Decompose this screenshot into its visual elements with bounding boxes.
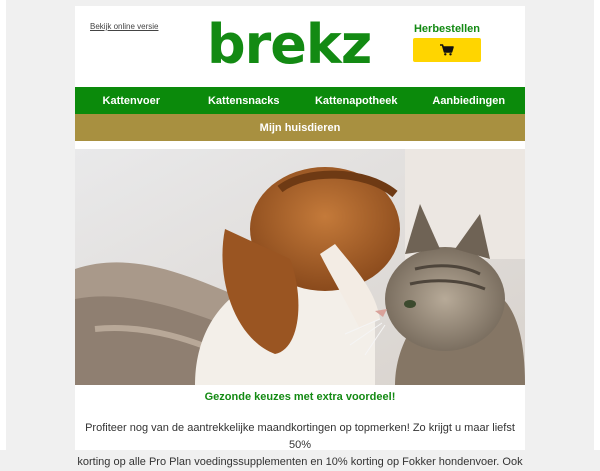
right-margin [594, 0, 600, 450]
nav-item-kattenapotheek[interactable]: Kattenapotheek [314, 94, 398, 107]
main-nav [75, 87, 525, 114]
reorder-cart-button[interactable] [413, 38, 481, 62]
brekz-logo[interactable] [195, 12, 395, 78]
promo-headline: Gezonde keuzes met extra voordeel! [204, 391, 396, 403]
reorder-label[interactable]: Herbestellen [413, 23, 481, 35]
promo-body-line-1: Profiteer nog van de aantrekkelijke maandkortingen op topmerken! Zo krijgt u maar liefst 50% [85, 422, 515, 451]
email-body [75, 6, 525, 468]
nav-item-kattenvoer[interactable]: Kattenvoer [102, 94, 160, 107]
hero-image[interactable] [75, 149, 525, 385]
nav-item-aanbiedingen[interactable]: Aanbiedingen [432, 94, 506, 107]
left-margin [0, 0, 6, 450]
logo-text: brekz [207, 13, 372, 76]
nav-item-kattensnacks[interactable]: Kattensnacks [207, 94, 280, 107]
promo-body-text [75, 420, 525, 471]
promo-body-line-2: korting op alle Pro Plan voedingssupplementen en 10% korting op Fokker hondenvoer. Ook [77, 456, 523, 468]
nav-item-mijn-huisdieren[interactable]: Mijn huisdieren [75, 114, 525, 141]
shopping-cart-icon [440, 44, 454, 56]
view-online-link[interactable]: Bekijk online versie [90, 22, 159, 31]
beagle-and-cat-photo [75, 149, 525, 385]
